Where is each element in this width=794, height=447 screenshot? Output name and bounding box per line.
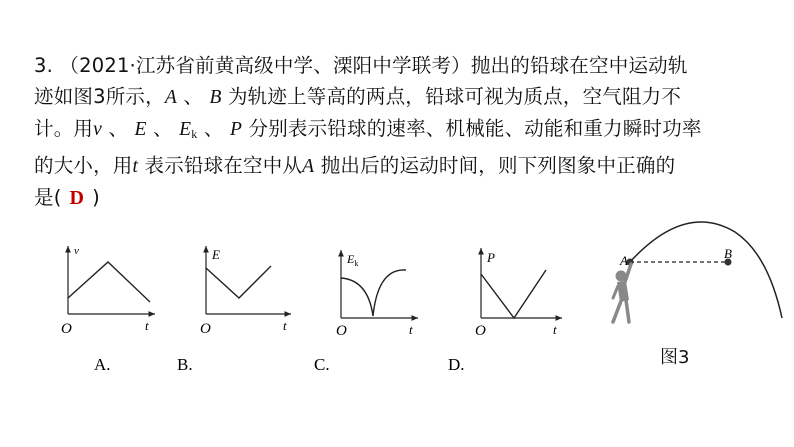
y-label: E <box>212 247 220 262</box>
graph-c <box>314 250 418 374</box>
var-p: P <box>229 119 243 140</box>
x-label: t <box>283 318 287 333</box>
var-ek-sub: k <box>191 127 198 141</box>
option-d-label: D. <box>448 355 465 374</box>
origin-label: O <box>336 323 347 339</box>
figure-3 <box>613 222 782 322</box>
point-a: A <box>302 156 315 177</box>
question-text-span: 的大小，用 <box>34 154 133 177</box>
option-b-label: B. <box>177 355 193 374</box>
separator: 、 <box>108 117 129 140</box>
separator: 、 <box>203 117 224 140</box>
x-label: t <box>553 322 557 337</box>
separator: 、 <box>183 85 204 108</box>
question-text-span: 抛出后的运动时间，则下列图象中正确的 <box>320 154 676 177</box>
option-c-label: C. <box>314 355 330 374</box>
question-number: 3. <box>34 54 54 77</box>
curve <box>481 270 546 318</box>
separator: 、 <box>153 117 173 140</box>
graph-a <box>61 245 155 374</box>
question-text-span: 抛出的铅球在空中运动轨 <box>470 54 688 77</box>
figure-caption: 图3 <box>660 347 690 368</box>
answer: D <box>69 187 85 209</box>
y-label: P <box>487 250 495 265</box>
question-text-span: ) <box>92 186 100 209</box>
curve <box>206 266 271 298</box>
var-ek-main: E <box>179 119 192 140</box>
y-label <box>346 252 358 268</box>
var-e: E <box>134 119 147 140</box>
question-text-span: 计。用 <box>34 117 94 140</box>
point-a: A <box>164 87 177 108</box>
curve <box>68 262 150 302</box>
figure-point-a: A <box>620 253 628 268</box>
x-label: t <box>409 322 413 337</box>
question-source: （2021·江苏省前黄高级中学、溧阳中学联考） <box>59 54 471 77</box>
question-text-span: 迹如图3所示， <box>34 85 165 108</box>
graph-d <box>448 248 562 374</box>
graph-b <box>177 246 291 374</box>
origin-label: O <box>475 323 486 339</box>
question-text-span: 是( <box>34 186 62 209</box>
origin-label: O <box>61 321 72 337</box>
x-label: t <box>145 318 149 333</box>
question-text-span: 分别表示铅球的速率、机械能、动能和重力瞬时功率 <box>248 117 702 140</box>
y-label-main: E <box>347 252 355 266</box>
option-a-label: A. <box>94 355 111 374</box>
point-b: B <box>209 87 222 108</box>
origin-label: O <box>200 321 211 337</box>
question-text-span: 表示铅球在空中从 <box>144 154 303 177</box>
figure-point-b: B <box>724 246 732 261</box>
var-v: v <box>93 119 102 140</box>
y-label-sub: k <box>354 259 359 268</box>
question-text-span: 为轨迹上等高的两点，铅球可视为质点，空气阻力不 <box>227 85 682 108</box>
thrower-figure <box>613 264 631 322</box>
trajectory <box>630 222 782 318</box>
var-t: t <box>132 156 139 177</box>
y-label: v <box>74 245 79 257</box>
curve <box>341 270 406 316</box>
